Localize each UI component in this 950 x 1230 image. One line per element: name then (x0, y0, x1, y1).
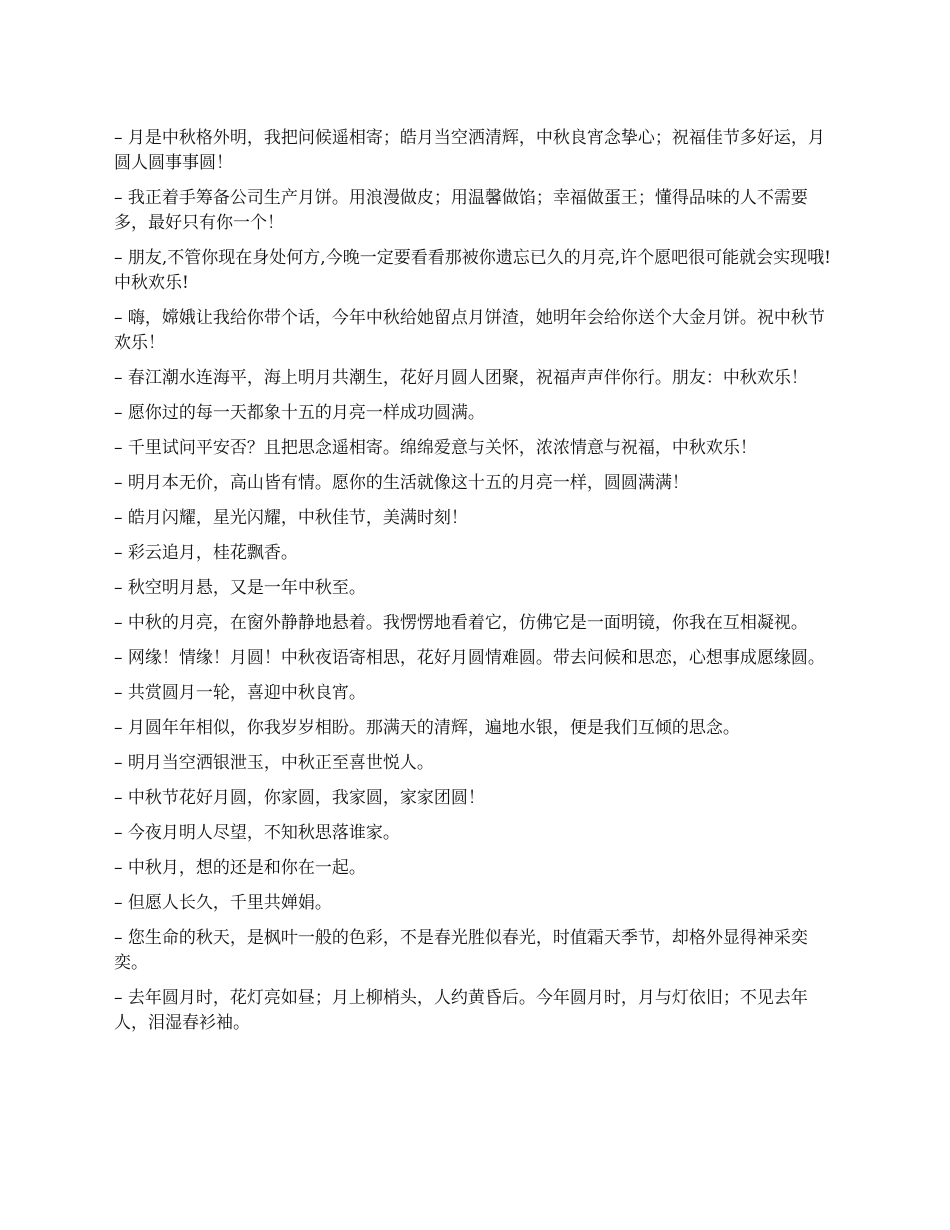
list-item: – 千里试问平安否？且把思念遥相寄。绵绵爱意与关怀，浓浓情意与祝福，中秋欢乐！ (114, 438, 757, 458)
list-item: – 愿你过的每一天都象十五的月亮一样成功圆满。 (114, 403, 485, 423)
list-item: – 彩云追月，桂花飘香。 (114, 543, 298, 563)
list-item: – 中秋节花好月圆，你家圆，我家圆，家家团圆！ (114, 788, 485, 808)
list-item: – 今夜月明人尽望，不知秋思落谁家。 (114, 823, 400, 843)
list-item: – 我正着手筹备公司生产月饼。用浪漫做皮；用温馨做馅；幸福做蛋王；懂得品味的人不需要多，最好只有你一个！ (114, 188, 808, 233)
list-item: – 嗨，嫦娥让我给你带个话，今年中秋给她留点月饼渣，她明年会给你送个大金月饼。祝中秋节欢乐！ (114, 308, 825, 353)
list-item: – 春江潮水连海平，海上明月共潮生，花好月圆人团聚，祝福声声伴你行。朋友：中秋欢乐！ (114, 368, 808, 388)
list-item: – 您生命的秋天，是枫叶一般的色彩，不是春光胜似春光，时值霜天季节，却格外显得神采奕奕。 (114, 928, 808, 973)
list-item: – 共赏圆月一轮，喜迎中秋良宵。 (114, 683, 366, 703)
list-item: – 皓月闪耀，星光闪耀，中秋佳节，美满时刻！ (114, 508, 468, 528)
list-item: – 明月当空洒银泄玉，中秋正至喜世悦人。 (114, 753, 434, 773)
list-item: – 中秋的月亮，在窗外静静地悬着。我愣愣地看着它，仿佛它是一面明镜，你我在互相凝视。 (114, 613, 808, 633)
list-item: – 明月本无价，高山皆有情。愿你的生活就像这十五的月亮一样，圆圆满满！ (114, 473, 689, 493)
list-item: – 网缘！情缘！月圆！中秋夜语寄相思，花好月圆情难圆。带去问候和思恋，心想事成愿缘圆。 (114, 648, 825, 668)
list-item: – 朋友,不管你现在身处何方,今晚一定要看看那被你遗忘已久的月亮,许个愿吧很可能就会实现哦!中秋欢乐! (114, 248, 831, 293)
list-item: – 但愿人长久，千里共婵娟。 (114, 893, 332, 913)
document-body (114, 126, 834, 1046)
list-item: – 中秋月，想的还是和你在一起。 (114, 858, 366, 878)
list-item: – 秋空明月悬，又是一年中秋至。 (114, 578, 366, 598)
list-item: – 去年圆月时，花灯亮如昼；月上柳梢头，人约黄昏后。今年圆月时，月与灯依旧；不见去年人，泪湿春衫袖。 (114, 988, 808, 1033)
list-item: – 月圆年年相似，你我岁岁相盼。那满天的清辉，遍地水银，便是我们互倾的思念。 (114, 718, 740, 738)
list-item: – 月是中秋格外明，我把问候遥相寄；皓月当空洒清辉，中秋良宵念挚心；祝福佳节多好运，月圆人圆事事圆！ (114, 128, 825, 173)
